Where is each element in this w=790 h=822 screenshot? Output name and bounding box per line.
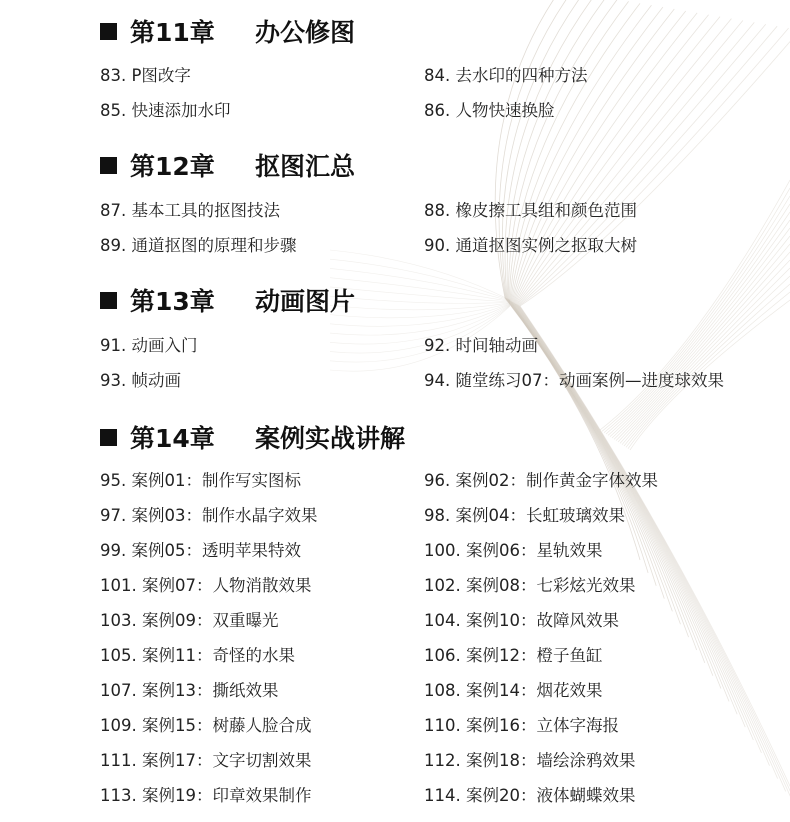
square-bullet-icon: [100, 23, 117, 40]
list-item: 113. 案例19：印章效果制作: [100, 786, 312, 805]
list-item: 105. 案例11：奇怪的水果: [100, 646, 295, 665]
square-bullet-icon: [100, 429, 117, 446]
list-item: 108. 案例14：烟花效果: [424, 681, 603, 700]
list-item: 102. 案例08：七彩炫光效果: [424, 576, 636, 595]
chapter-title: 抠图汇总: [255, 152, 356, 181]
list-item: 91. 动画入门: [100, 336, 198, 355]
list-item: 104. 案例10：故障风效果: [424, 611, 619, 630]
list-item: 101. 案例07：人物消散效果: [100, 576, 312, 595]
chapter-label: 第13章: [130, 287, 215, 316]
chapter-heading-12: [100, 147, 355, 183]
list-item: 106. 案例12：橙子鱼缸: [424, 646, 603, 665]
list-item: 90. 通道抠图实例之抠取大树: [424, 236, 637, 255]
list-item: 83. P图改字: [100, 66, 191, 85]
chapter-title: 办公修图: [255, 18, 356, 47]
list-item: 92. 时间轴动画: [424, 336, 538, 355]
list-item: 107. 案例13：撕纸效果: [100, 681, 279, 700]
list-item: 93. 帧动画: [100, 371, 181, 390]
list-item: 87. 基本工具的抠图技法: [100, 201, 280, 220]
chapter-heading-13: [100, 282, 355, 318]
list-item: 88. 橡皮擦工具组和颜色范围: [424, 201, 637, 220]
chapter-label: 第14章: [130, 424, 215, 453]
chapter-heading-14: [100, 419, 405, 455]
list-item: 100. 案例06：星轨效果: [424, 541, 603, 560]
list-item: 85. 快速添加水印: [100, 101, 231, 120]
list-item: 89. 通道抠图的原理和步骤: [100, 236, 297, 255]
list-item: 110. 案例16：立体字海报: [424, 716, 619, 735]
square-bullet-icon: [100, 292, 117, 309]
list-item: 95. 案例01：制作写实图标: [100, 471, 301, 490]
list-item: 84. 去水印的四种方法: [424, 66, 588, 85]
list-item: 98. 案例04：长虹玻璃效果: [424, 506, 625, 525]
chapter-heading-11: [100, 13, 355, 49]
list-item: 111. 案例17：文字切割效果: [100, 751, 312, 770]
chapter-title: 动画图片: [255, 287, 356, 316]
list-item: 114. 案例20：液体蝴蝶效果: [424, 786, 636, 805]
list-item: 109. 案例15：树藤人脸合成: [100, 716, 312, 735]
square-bullet-icon: [100, 157, 117, 174]
list-item: 97. 案例03：制作水晶字效果: [100, 506, 318, 525]
chapter-title: 案例实战讲解: [255, 424, 406, 453]
list-item: 99. 案例05：透明苹果特效: [100, 541, 301, 560]
list-item: 86. 人物快速换脸: [424, 101, 555, 120]
chapter-label: 第12章: [130, 152, 215, 181]
list-item: 96. 案例02：制作黄金字体效果: [424, 471, 658, 490]
list-item: 94. 随堂练习07：动画案例—进度球效果: [424, 371, 724, 390]
list-item: 103. 案例09：双重曝光: [100, 611, 279, 630]
chapter-label: 第11章: [130, 18, 215, 47]
list-item: 112. 案例18：墙绘涂鸦效果: [424, 751, 636, 770]
